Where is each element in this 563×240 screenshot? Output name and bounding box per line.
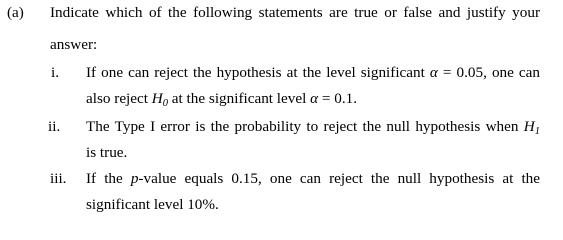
alpha-symbol: α <box>429 64 438 81</box>
statement-text-line1: The Type I error is the probability to reject the null hypothesis when $H_1$ <box>86 118 540 137</box>
statement-text-line2: also reject $H_0$ at the significant level α = 0.1. <box>86 90 358 109</box>
statement-number: i. <box>51 64 60 81</box>
part-label: (a) <box>7 4 24 21</box>
statement-text-line2: is true. <box>86 144 128 161</box>
hypothesis-symbol: H <box>523 118 535 135</box>
p-symbol: p <box>130 170 139 187</box>
statement-text-line2: significant level 10%. <box>86 196 219 213</box>
statement-number: iii. <box>50 170 67 187</box>
question-text-line2: answer: <box>50 36 98 53</box>
hypothesis-subscript: 1 <box>534 126 540 137</box>
statement-number: ii. <box>48 118 61 135</box>
alpha-symbol: α <box>310 90 319 107</box>
statement-text-line1: If the p-value equals 0.15, one can reject the null hypothesis at the <box>86 170 540 187</box>
hypothesis-symbol: H <box>151 90 163 107</box>
statement-text-line1: If one can reject the hypothesis at the level significant α = 0.05, one can <box>86 64 540 81</box>
hypothesis-subscript: 0 <box>162 98 168 109</box>
question-text-line1: Indicate which of the following statements are true or false and justify your <box>50 4 540 21</box>
